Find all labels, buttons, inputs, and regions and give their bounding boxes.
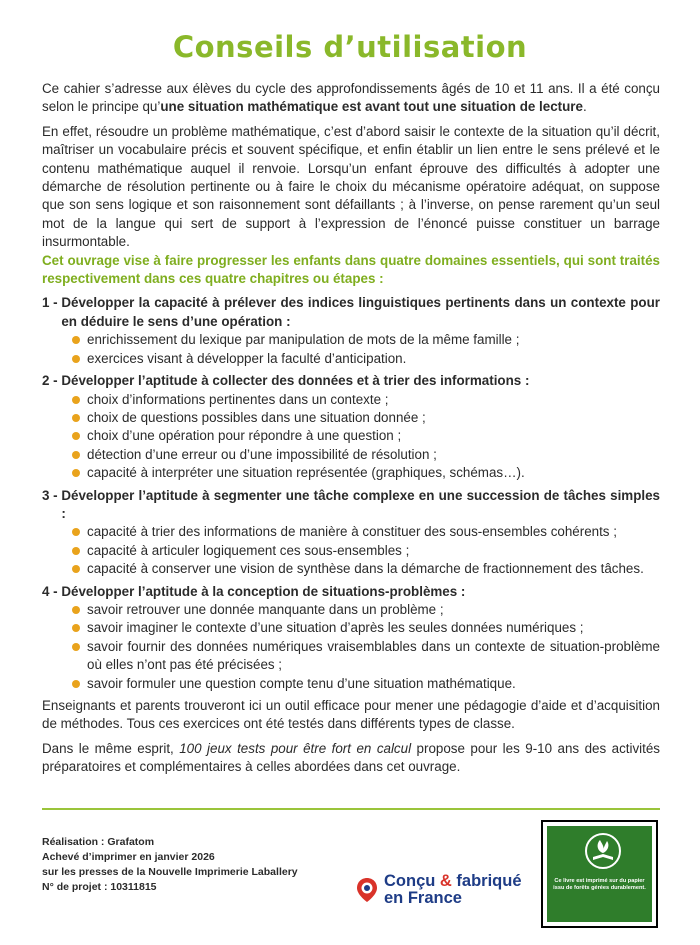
list-item-text: exercices visant à développer la faculté d’anticipation. (87, 350, 407, 366)
list-item-text: capacité à interpréter une situation représentée (graphiques, schémas…). (87, 465, 525, 481)
chapter-number: 3 - (42, 487, 62, 503)
list-item (72, 601, 660, 619)
list-item-text: enrichissement du lexique par manipulation de mots de la même famille ; (87, 332, 520, 348)
list-item-text: capacité à articuler logiquement ces sous-ensembles ; (87, 542, 410, 558)
chapter-section (42, 372, 660, 482)
credits-block (42, 835, 298, 895)
chapter-heading (42, 583, 660, 601)
list-item-text: savoir formuler une question compte tenu d’une situation mathématique. (87, 675, 516, 691)
closing-p2-end: propose pour les 9-10 ans des activités préparatoires et complémentaires à celles abordées dans cet ouvrage. (42, 740, 661, 775)
list-item-text: choix d’informations pertinentes dans un contexte ; (87, 391, 389, 407)
book-leaf-icon (584, 832, 622, 870)
intro-p1-bold: une situation mathématique est avant tout une situation de lecture (160, 99, 583, 115)
list-item-text: savoir fournir des données numériques vraisemblables dans un contexte de situation-problème où elles n’ont pas été précisées ; (87, 638, 660, 673)
list-item-text: capacité à conserver une vision de synthèse dans la démarche de fractionnement des tâches. (87, 561, 644, 577)
bullet-dot-icon (72, 451, 80, 459)
list-item-text: savoir imaginer le contexte d’une situation d’après les seules données numériques ; (87, 620, 584, 636)
chapter-section (42, 487, 660, 579)
intro-p1-text: Ce cahier s’adresse aux élèves du cycle des approfondissements âgés de 10 et 11 ans. Il a été conçu selon le principe qu’ (42, 81, 660, 115)
logo-line-1: Conçu & fabriqué (384, 872, 522, 890)
location-pin-icon (356, 877, 378, 903)
eco-label-panel (547, 826, 652, 922)
footer-divider (42, 808, 660, 810)
bullet-dot-icon (72, 336, 80, 344)
list-item (72, 638, 660, 675)
chapter-title: Développer la capacité à prélever des indices linguistiques pertinents dans un contexte pour en déduire le sens d’une opération : (61, 295, 660, 329)
chapter-title: Développer l’aptitude à segmenter une tâche complexe en une succession de tâches simples : (61, 487, 660, 521)
intro-paragraph-2: En effet, résoudre un problème mathématique, c’est d’abord saisir le contexte de la situation qu’il décrit, maîtriser un vocabulaire précis et souvent spécifique, et enfin établir un lien entre le sens prélevé et le contenu mathématique auquel il renvoie. Lorsqu’un enfant éprouve des difficultés à adopter une démarche de résolution pertinente ou à faire le choix du mécanisme opératoire adéquat, on suppose que son sens logique et son raisonnement sont défaillants ; à l’inverse, on pense rarement qu’un seul mot de la langue qui sert de support à l’expression de l’énoncé puisse constituer un barrage insurmontable. (42, 123, 660, 250)
chapter-heading (42, 487, 660, 524)
list-item (72, 427, 660, 445)
chapter-number: 1 - (42, 295, 62, 311)
list-item (72, 350, 660, 368)
list-item-text: détection d’une erreur ou d’une impossibilité de résolution ; (87, 446, 437, 462)
list-item (72, 560, 660, 578)
bullet-dot-icon (72, 355, 80, 363)
intro-paragraph-3: Cet ouvrage vise à faire progresser les enfants dans quatre domaines essentiels, qui sont traités respectivement dans ces quatre chapitres ou étapes : (42, 252, 660, 287)
chapter-title: Développer l’aptitude à la conception de situations-problèmes : (61, 583, 466, 599)
main-content (42, 80, 660, 783)
credits-line: Achevé d’imprimer en janvier 2026 (42, 851, 215, 863)
list-item (72, 675, 660, 693)
book-title: 100 jeux tests pour être fort en calcul (179, 740, 412, 756)
bullet-dot-icon (72, 396, 80, 404)
chapter-bullet-list (42, 331, 660, 368)
intro-p1-end: . (582, 99, 587, 115)
bullet-dot-icon (72, 606, 80, 614)
chapter-number: 2 - (42, 373, 62, 389)
list-item (72, 446, 660, 464)
made-in-france-logo (356, 873, 522, 907)
chapter-bullet-list (42, 523, 660, 578)
list-item (72, 391, 660, 409)
chapter-heading (42, 372, 660, 390)
bullet-dot-icon (72, 643, 80, 651)
chapter-section (42, 294, 660, 368)
page-title: Conseils d’utilisation (172, 30, 528, 64)
logo-line-2: en France (384, 889, 462, 907)
closing-paragraph-2 (42, 740, 660, 777)
chapter-bullet-list (42, 391, 660, 483)
list-item-text: choix de questions possibles dans une situation donnée ; (87, 409, 426, 425)
chapter-bullet-list (42, 601, 660, 693)
credits-line: Réalisation : Grafatom (42, 836, 155, 848)
list-item (72, 542, 660, 560)
list-item (72, 523, 660, 541)
eco-caption: Ce livre est imprimé sur du papier issu de forêts gérées durablement. (553, 878, 646, 891)
bullet-dot-icon (72, 414, 80, 422)
chapter-section (42, 583, 660, 693)
bullet-dot-icon (72, 680, 80, 688)
closing-p2-start: Dans le même esprit, (42, 740, 180, 756)
bullet-dot-icon (72, 624, 80, 632)
credits-line: N° de projet : 10311815 (42, 881, 157, 893)
chapter-title: Développer l’aptitude à collecter des données et à trier des informations : (61, 373, 530, 389)
intro-paragraph-1 (42, 80, 660, 117)
chapter-number: 4 - (42, 583, 62, 599)
closing-paragraph-1: Enseignants et parents trouveront ici un outil efficace pour mener une pédagogie d’aide et d’acquisition de méthodes. Tous ces exercices ont été testés dans différents types de classe. (42, 698, 660, 732)
sections-list (42, 294, 660, 693)
list-item-text: savoir retrouver une donnée manquante dans un problème ; (87, 601, 444, 617)
list-item (72, 464, 660, 482)
list-item (72, 409, 660, 427)
list-item (72, 619, 660, 637)
eco-label (541, 820, 658, 928)
credits-line: sur les presses de la Nouvelle Imprimerie Laballery (42, 866, 298, 878)
list-item (72, 331, 660, 349)
logo-text (384, 873, 522, 907)
list-item-text: choix d’une opération pour répondre à une question ; (87, 428, 402, 444)
list-item-text: capacité à trier des informations de manière à constituer des sous-ensembles cohérents ; (87, 524, 617, 540)
bullet-dot-icon (72, 547, 80, 555)
bullet-dot-icon (72, 528, 80, 536)
bullet-dot-icon (72, 469, 80, 477)
bullet-dot-icon (72, 432, 80, 440)
bullet-dot-icon (72, 565, 80, 573)
chapter-heading (42, 294, 660, 331)
